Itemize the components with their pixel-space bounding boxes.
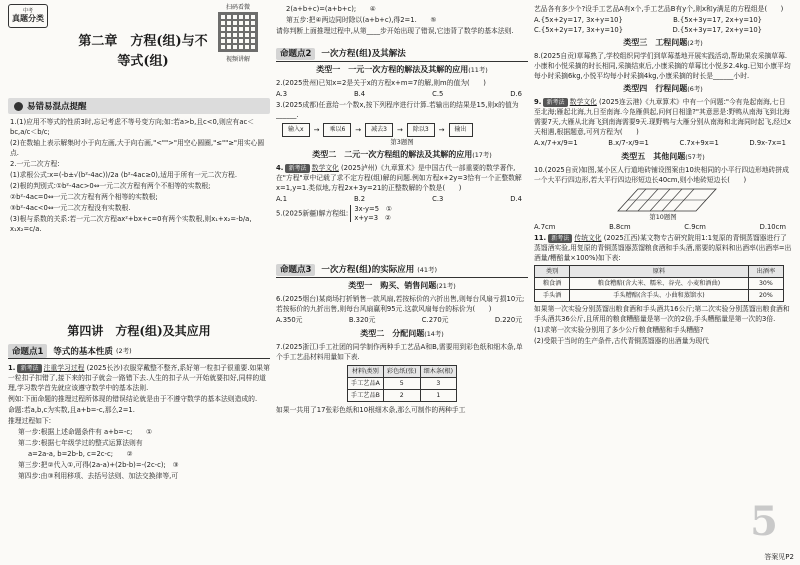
q7-th-0: 材料\类别 xyxy=(347,366,383,378)
q1-step2a: a=2a-a, b=2b-b, c=2c-c; ② xyxy=(28,450,133,458)
q5-eq1: 3x-y=5 ① xyxy=(354,205,392,214)
type3-name: 类型一 购买、销售问题 xyxy=(348,281,437,291)
q9-text: (2025连云港)《九章算术》中有一个问题:"今有凫起南海,七日至北海;雁起北海,九日至南海.今凫雁俱起,问何日相逢?"其意思是:野鸭从南海飞到北海需要7天,大雁从北海飞到南海需要9天.现野鸭与大雁分别从南海和北海同时起飞,经过x天相遇,根据题意,可列方程为( ) xyxy=(534,98,792,136)
q11-sub1: (1)求第一次实验分别用了多少公斤粮食糟醅和手头糟醅? xyxy=(534,326,704,335)
brand-name: 真题分类 xyxy=(12,14,44,23)
question-1 xyxy=(8,363,270,393)
q1-tag: 新考法 xyxy=(17,364,41,373)
q7-option-a: A.{5x+2y=17, 3x+y=10} xyxy=(534,16,623,24)
q5-system xyxy=(350,205,392,222)
q3-caption: 第3题图 xyxy=(390,138,414,146)
question-11: 11. 新考法 传统文化 (2025江西)某文物专古研究院用1:1复原的青铜蒸馏器进行了蒸馏酒实验,用复原的青铜蒸馏器蒸馏粮食酒和手头酒,需要的原料和出酒率(出酒率=出酒量/糟醅量×100%)如下表: xyxy=(534,234,792,263)
q3-text: 3.(2025成都)任意给一个数x,按下列程序进行计算.若输出的结果是15,则x的值为______. xyxy=(276,101,519,119)
q6-option-d: D.220元 xyxy=(494,316,522,325)
q11-tagtext: 传统文化 xyxy=(574,234,602,243)
q5-text: 5.(2025新疆)解方程组: xyxy=(276,209,349,218)
q7-cell: 5 xyxy=(383,378,420,390)
point1-count: (2考) xyxy=(115,347,132,355)
tile-parallelogram-figure xyxy=(608,187,718,213)
type2-header xyxy=(276,150,528,160)
table-row xyxy=(535,290,784,302)
left-column xyxy=(8,0,270,565)
table-row xyxy=(347,378,456,390)
point1-number: 命题点1 xyxy=(8,344,47,358)
error-item-1: 1.(1)应用不等式的性质3时,忘记考虑不等号变方向;如:若a>b,且c<0,则应有ac＜bc,a/c＜b/c; xyxy=(10,118,255,136)
type2-count: (17考) xyxy=(472,151,492,160)
q2-option-c: C.5 xyxy=(432,90,444,98)
point3-number: 命题点3 xyxy=(276,264,315,276)
error-item-2d: ③b²-4ac<0⇔一元二次方程没有实数根. xyxy=(10,204,131,212)
errors-header xyxy=(8,98,270,114)
q7-tail: 如果一共用了17张彩色纸和10根细木条,那么可制作的两种手工 xyxy=(276,406,466,415)
q2-option-a: A.3 xyxy=(276,90,288,98)
bulb-icon xyxy=(14,102,23,111)
q9-tag: 新考法 xyxy=(543,98,567,107)
arrow-icon: → xyxy=(438,126,445,134)
q7-cell: 2 xyxy=(383,390,420,402)
q7-th-2: 细木条(根) xyxy=(420,366,457,378)
q11-cell: 粮食糟醅(含大米、糯米、谷壳、小麦和酒曲) xyxy=(570,278,748,290)
q2-options xyxy=(276,89,528,100)
q11-table xyxy=(534,265,784,302)
type7-count: (57考) xyxy=(685,153,705,161)
page-big-number: 5 xyxy=(750,498,778,545)
q1-proof-title: 推理过程如下: xyxy=(8,417,52,425)
q8-text: 8.(2025自贡)草莓熟了,学校组织同学们到草莓基地开展实践活动,帮助果农采摘草莓.小康和小悦采摘的时长相同,采摘结束后,小康采摘的草莓比小悦多2.4kg.已知小康平均每小时采摘6kg,小悦平均每小时采摘4kg,小康采摘的时长是______小时. xyxy=(534,52,791,80)
q11-cell: 粮食酒 xyxy=(535,278,570,290)
question-9: 9. 新考法 数学文化 (2025连云港)《九章算术》中有一个问题:"今有凫起南海,七日至北海;雁起北海,九日至南海.今凫雁俱起,问何日相逢?"其意思是:野鸭从南海飞到北海需要7天,大雁从北海飞到南海需要9天.现野鸭与大雁分别从南海和北海同时起飞,经过x天相遇,根据题意,可列方程为( ) xyxy=(534,98,792,136)
type2-name: 类型二 二元一次方程组的解法及其解的应用 xyxy=(312,150,473,160)
q7-table xyxy=(347,365,457,402)
type3-count: (21考) xyxy=(436,282,456,291)
q10-options xyxy=(534,222,792,233)
q4-tag: 新考法 xyxy=(285,164,309,173)
col2-line1: 2(a+b+c)=(a+b+c); ④ xyxy=(286,5,376,13)
q4-option-a: A.1 xyxy=(276,195,288,204)
q1-tagtext: 注重学习过程 xyxy=(43,364,85,372)
q11-tag: 新考法 xyxy=(548,234,572,243)
q11-sub2: (2)受限于当时的生产条件,古代青铜蒸馏器的出酒量为现代 xyxy=(534,337,709,346)
q9-option-b: B.x/7-x/9=1 xyxy=(608,139,649,147)
q1-step4: 第四步:由③利用移项、去括号法则、加法交换律等,可 xyxy=(18,472,179,480)
lecture-title: 第四讲 方程(组)及其应用 xyxy=(67,324,211,338)
q6-option-c: C.270元 xyxy=(421,316,449,325)
q11-cell: 手头酒 xyxy=(535,290,570,302)
q11-text: (2025江西)某文物专古研究院用1:1复原的青铜蒸馏器进行了蒸馏酒实验,用复原的青铜蒸馏器蒸馏粮食酒和手头酒,需要的原料和出酒率(出酒率=出酒量/糟醅量×100%)如下表: xyxy=(534,234,792,263)
flow-input: 输入x xyxy=(282,123,310,137)
errors-title: 易错易混点提醒 xyxy=(27,102,87,112)
q6-option-a: A.350元 xyxy=(276,316,303,325)
point2-number: 命题点2 xyxy=(276,48,315,60)
type6-header xyxy=(534,84,792,94)
q1-step2: 第二步:根据七年级学过的整式运算法则有 xyxy=(18,439,143,447)
q7-option-d: D.{5x+3y=17, 2x+y=10} xyxy=(672,26,762,34)
q7-options-2 xyxy=(534,25,792,35)
q4-options xyxy=(276,194,528,205)
q2-option-b: B.4 xyxy=(353,90,366,98)
type7-header xyxy=(534,152,792,162)
brand-logo xyxy=(8,4,48,28)
point3-title: 一次方程(组)的实际应用 xyxy=(321,264,415,275)
error-item-2e: (3)根与系数的关系:若一元二次方程ax²+bx+c=0有两个实数根,则x₁+x₂=-b/a, x₁x₂=c/a. xyxy=(10,215,252,233)
q10-option-a: A.7cm xyxy=(534,223,556,232)
col2-line2: 第五步:把④两边同时除以(a+b+c),得2=1. ⑤ xyxy=(286,16,437,24)
q2-text: 2.(2025贵州)已知x=2是关于x的方程x+m=7的解,则m的值为( ) xyxy=(276,79,486,87)
q1-given: 命题:若a,b,c为实数,且a+b=-c,那么2=1. xyxy=(8,406,135,414)
right-column xyxy=(534,0,792,565)
error-item-1b: (2)在数轴上表示解集时小于向左画,大于向右画,"<"">"用空心圆圈,"≤""≥"用实心圆点. xyxy=(10,139,265,157)
q7-cell: 手工艺品A xyxy=(347,378,383,390)
q9-option-c: C.7x+9x=1 xyxy=(679,139,719,147)
q9-option-d: D.9x-7x=1 xyxy=(749,139,786,147)
table-row xyxy=(347,390,456,402)
q1-text: (2025长沙)衣服穿戴整不整齐,系好第一粒扣子很重要.如果第一粒扣子扣错了,接下来的扣子就会一路错下去.人生的扣子从一开始就要扣好,同样的道理,学习数学首先就应该遵守数学中的基本法则. xyxy=(8,364,270,392)
type1-header xyxy=(276,65,528,75)
point3-header xyxy=(276,262,528,278)
q1-number: 1. xyxy=(8,364,16,372)
q6-option-b: B.320元 xyxy=(348,316,376,325)
answer-reference: 答案见P2 xyxy=(764,553,794,561)
type1-name: 类型一 一元一次方程的解法及其解的应用 xyxy=(316,65,469,74)
col2-line3: 请你判断上面推理过程中,从第____步开始出现了错误,它违背了数学的基本法则. xyxy=(276,27,514,35)
q11-tail: 如果第一次实验分别蒸馏出粮食酒和手头酒共16公斤;第二次实验分别蒸馏出粮食酒和手头酒共36公斤,且所用的粮食糟醅量是第一次的2倍,手头糟醅量是第一次的3倍. xyxy=(534,305,790,324)
q7-cell: 3 xyxy=(420,378,457,390)
q11-th-2: 出酒率 xyxy=(748,266,783,278)
q11-th-0: 类别 xyxy=(535,266,570,278)
q3-flowchart xyxy=(282,123,528,137)
type4-count: (14考) xyxy=(424,330,444,339)
type6-name: 类型四 行程问题 xyxy=(623,84,688,93)
q6-text: 6.(2025烟台)某商场打折销售一款风扇,若按标价的六折出售,则每台风扇亏损10元;若按标价的九折出售,则每台风扇赢利95元.这款风扇每台的标价为( ) xyxy=(276,295,525,314)
arrow-icon: → xyxy=(396,126,403,134)
type4-name: 类型二 分配问题 xyxy=(360,329,425,339)
middle-column xyxy=(276,0,528,565)
q5-eq2: x+y=3 ② xyxy=(354,213,391,222)
question-5 xyxy=(276,205,528,222)
point2-title: 一次方程(组)及其解法 xyxy=(321,48,406,59)
q10-option-b: B.8cm xyxy=(609,223,631,232)
type1-count: (11考) xyxy=(468,66,488,74)
chapter-title: 第二章 方程(组)与不等式(组) xyxy=(78,34,208,69)
type5-name: 类型三 工程问题 xyxy=(623,38,688,47)
error-item-2c: ②b²-4ac=0⇔一元二次方程有两个相等的实数根; xyxy=(10,193,158,201)
flow-subtract: 减去3 xyxy=(365,123,393,137)
qr-label-top: 扫码看微 xyxy=(225,4,250,11)
q2-option-d: D.6 xyxy=(510,90,522,98)
q10-caption: 第10题图 xyxy=(649,213,677,221)
q7-th-1: 彩色纸(张) xyxy=(383,366,420,378)
flow-output: 输出 xyxy=(449,123,473,137)
q1-step1: 第一步:根据上述命题条件有 a+b=-c; ① xyxy=(18,428,153,436)
q7-options xyxy=(534,15,792,25)
brand-top-text: 中考 xyxy=(22,8,33,14)
q7-option-b: B.{5x+3y=17, 2x+y=10} xyxy=(673,16,762,24)
q4-option-b: B.2 xyxy=(353,195,366,204)
question-4: 4. 新考法 数学文化 (2025泸州)《九章算术》是中国古代一部重要的数学著作,在"方程"章中记载了求不定方程(组)解的问题.例如方程x+2y=3恰有一个正整数解x=1,y=1.类似地,方程2x+3y=21的正整数解的个数是( ) xyxy=(276,164,522,193)
arrow-icon: → xyxy=(313,126,320,134)
type3-header xyxy=(276,281,528,291)
q9-options xyxy=(534,138,792,149)
q7-text: 7.(2025浙江)手工社团的同学制作两种手工艺品A和B,需要用到彩色纸和细木条,单个手工艺品材料用量如下表. xyxy=(276,343,523,362)
q4-text: (2025泸州)《九章算术》是中国古代一部重要的数学著作,在"方程"章中记载了求不定方程(组)解的问题.例如方程x+2y=3恰有一个正整数解x=1,y=1.类似地,方程2x+3y=21的正整数解的个数是( ) xyxy=(276,164,522,193)
q7-cell: 手工艺品B xyxy=(347,390,383,402)
type5-count: (2考) xyxy=(687,39,703,47)
point3-count: (41考) xyxy=(417,265,438,274)
flow-divide: 除以3 xyxy=(407,123,435,137)
error-item-2a: (1)求根公式:x=(-b±√(b²-4ac))/2a (b²-4ac≥0),适用于所有一元二次方程. xyxy=(10,171,238,179)
q9-tagtext: 数学文化 xyxy=(569,98,597,106)
flow-multiply: 乘以6 xyxy=(323,123,351,137)
q6-options xyxy=(276,315,528,326)
qr-label-bottom: 视频讲解 xyxy=(225,56,250,63)
type7-name: 类型五 其他问题 xyxy=(621,152,686,161)
q4-tagtext: 数学文化 xyxy=(311,164,339,173)
q7-cell: 1 xyxy=(420,390,457,402)
q9-option-a: A.x/7+x/9=1 xyxy=(534,139,578,147)
type5-header xyxy=(534,38,792,48)
q11-cell: 手头糟醅(含手头、小曲和蒸馏水) xyxy=(570,290,748,302)
q7-option-c: C.{5x+2y=17, 3x+y=10} xyxy=(534,26,624,34)
arrow-icon: → xyxy=(355,126,362,134)
error-item-2b: (2)根的判别式:①b²-4ac>0⇔一元二次方程有两个不相等的实数根; xyxy=(10,182,211,190)
type6-count: (6考) xyxy=(687,85,703,93)
table-row xyxy=(535,278,784,290)
q4-option-d: D.4 xyxy=(510,195,522,204)
point1-title: 等式的基本性质 xyxy=(53,346,113,357)
q1-step3: 第三步:把②代入①,可得(2a-a)+(2b-b)=-(2c-c); ③ xyxy=(18,461,179,469)
q11-cell: 20% xyxy=(748,290,783,302)
errors-section xyxy=(8,98,270,235)
point1-header xyxy=(8,343,270,359)
q10-text: 10.(2025自贡)如图,某小区人行道地砖铺设图案由10块相同的小平行四边形地砖拼成一个大平行四边形,若大平行四边形短边长40cm,则小地砖短边长( ) xyxy=(534,166,789,184)
error-item-2: 2.一元二次方程: xyxy=(10,160,60,168)
q11-cell: 30% xyxy=(748,278,783,290)
col3-line1: 艺品各有多少个?设手工艺品A有x个,手工艺品B有y个,则x和y满足的方程组是( ) xyxy=(534,5,784,13)
q11-th-1: 原料 xyxy=(570,266,748,278)
q10-option-d: D.10cm xyxy=(759,223,786,232)
q10-option-c: C.9cm xyxy=(684,223,706,232)
q4-option-c: C.3 xyxy=(432,195,444,204)
q1-example: 例如:下面命题的推理过程所体现的错误结论就是由于不遵守数学的基本法则造成的. xyxy=(8,395,258,403)
qr-code-icon[interactable] xyxy=(218,12,258,52)
point2-header xyxy=(276,46,528,62)
type4-header xyxy=(276,329,528,339)
